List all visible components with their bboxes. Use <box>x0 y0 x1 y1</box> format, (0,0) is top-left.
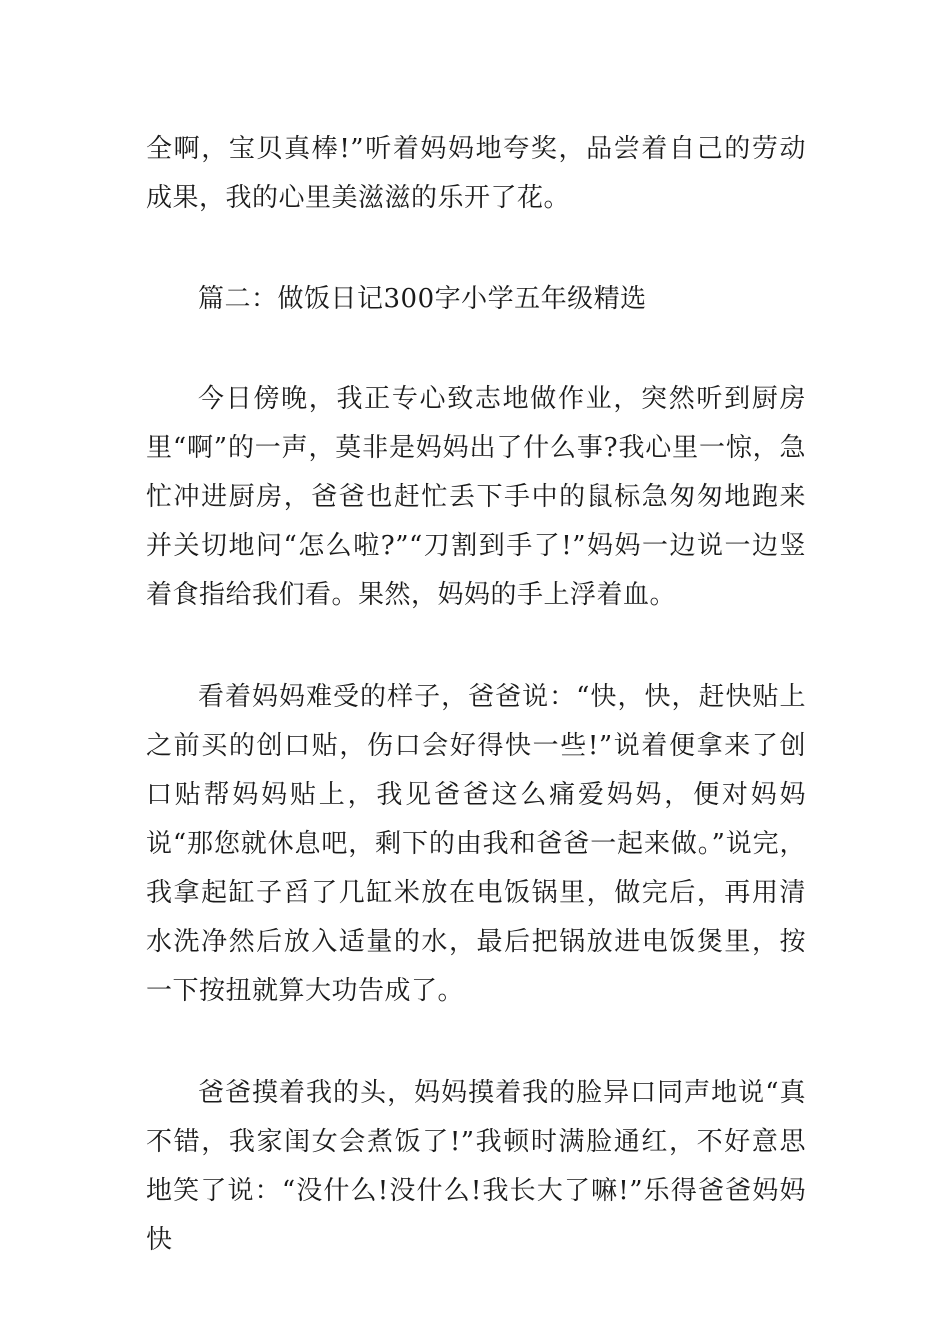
paragraph: 今日傍晚，我正专心致志地做作业，突然听到厨房里“啊”的一声，莫非是妈妈出了什么事?我心里一惊，急忙冲进厨房，爸爸也赶忙丢下手中的鼠标急匆匆地跑来并关切地问“怎么啦?”“刀割到手了!”妈妈一边说一边竖着食指给我们看。果然，妈妈的手上浮着血。 <box>146 384 806 610</box>
paragraph: 看着妈妈难受的样子，爸爸说：“快，快，赶快贴上之前买的创口贴，伤口会好得快一些!”说着便拿来了创口贴帮妈妈贴上，我见爸爸这么痛爱妈妈，便对妈妈说“那您就休息吧，剩下的由我和爸爸一起来做。”说完，我拿起缸子舀了几缸米放在电饭锅里，做完后，再用清水洗净然后放入适量的水，最后把锅放进电饭煲里，按一下按扭就算大功告成了。 <box>146 682 806 1006</box>
section-heading: 篇二：做饭日记300字小学五年级精选 <box>198 284 647 314</box>
paragraph-continued: 全啊，宝贝真棒!”听着妈妈地夸奖，品尝着自己的劳动成果，我的心里美滋滋的乐开了花。 <box>146 134 806 213</box>
paragraph: 爸爸摸着我的头，妈妈摸着我的脸异口同声地说“真不错，我家闺女会煮饭了!”我顿时满脸通红，不好意思地笑了说：“没什么!没什么!我长大了嘛!”乐得爸爸妈妈快 <box>146 1078 806 1255</box>
